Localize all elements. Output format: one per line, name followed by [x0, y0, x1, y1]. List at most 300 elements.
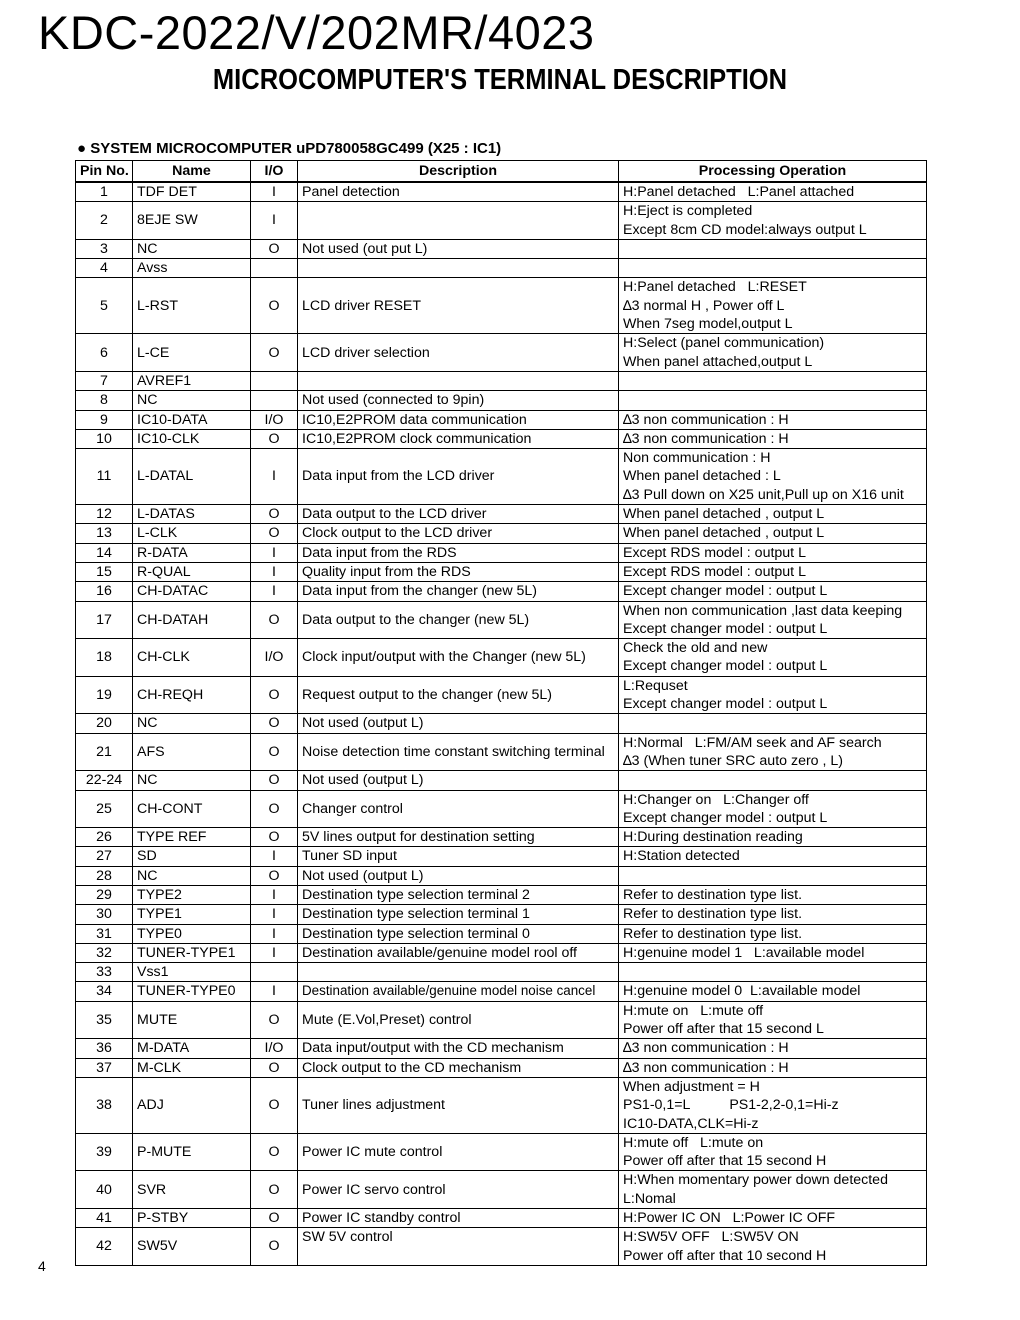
- processing-line: Refer to destination type list.: [623, 906, 803, 923]
- table-row: [76, 847, 927, 866]
- table-row: [76, 885, 927, 904]
- model-title: KDC-2022/V/202MR/4023: [38, 6, 595, 59]
- table-row: [76, 202, 927, 240]
- pin-no-cell: 8: [76, 391, 133, 410]
- table-body: [76, 182, 927, 1265]
- description-cell: Not used (output L): [298, 866, 619, 885]
- pin-no-cell: 32: [76, 943, 133, 962]
- processing-line: L:Requset: [623, 677, 688, 694]
- io-cell: I: [251, 924, 298, 943]
- processing-line: Refer to destination type list.: [623, 925, 803, 942]
- pin-no-cell: 21: [76, 733, 133, 771]
- description-cell: LCD driver selection: [298, 334, 619, 372]
- pin-no-cell: 20: [76, 714, 133, 733]
- pin-no-cell: 3: [76, 239, 133, 258]
- bullet-icon: ●: [77, 140, 87, 157]
- description-cell: Data input from the RDS: [298, 543, 619, 562]
- section-title: SYSTEM MICROCOMPUTER uPD780058GC499 (X25 : IC1): [90, 140, 502, 157]
- table-row: [76, 1058, 927, 1077]
- processing-cell: [619, 982, 927, 1001]
- terminal-table: [75, 160, 927, 1266]
- table-row: [76, 1039, 927, 1058]
- table-row: [76, 714, 927, 733]
- processing-cell: [619, 601, 927, 639]
- description-cell: Not used (output L): [298, 714, 619, 733]
- table-row: [76, 505, 927, 524]
- processing-cell: [619, 885, 927, 904]
- processing-line: Power off after that 15 second H: [623, 1153, 827, 1170]
- description-cell: Not used (connected to 9pin): [298, 391, 619, 410]
- processing-cell: [619, 1209, 927, 1228]
- name-cell: SW5V: [133, 1228, 251, 1266]
- pin-no-cell: 41: [76, 1209, 133, 1228]
- io-cell: O: [251, 601, 298, 639]
- processing-line: H:Eject is completed: [623, 203, 753, 220]
- processing-cell: [619, 905, 927, 924]
- pin-no-cell: 28: [76, 866, 133, 885]
- name-cell: NC: [133, 391, 251, 410]
- table-row: [76, 905, 927, 924]
- io-cell: O: [251, 828, 298, 847]
- processing-line: [623, 372, 922, 390]
- processing-cell: [619, 449, 927, 505]
- processing-line: ∆3 (When tuner SRC auto zero , L): [623, 752, 844, 769]
- pin-no-cell: 42: [76, 1228, 133, 1266]
- processing-line: H:genuine model 1 L:available model: [623, 944, 865, 961]
- processing-line: Except changer model : output L: [623, 696, 828, 713]
- pin-no-cell: 27: [76, 847, 133, 866]
- processing-line: [623, 963, 922, 981]
- processing-line: H:During destination reading: [623, 829, 803, 846]
- name-cell: 8EJE SW: [133, 202, 251, 240]
- description-cell: Clock output to the LCD driver: [298, 524, 619, 543]
- processing-line: H:Select (panel communication): [623, 335, 825, 352]
- processing-line: Except RDS model : output L: [623, 544, 806, 561]
- pin-no-cell: 11: [76, 449, 133, 505]
- name-cell: TYPE1: [133, 905, 251, 924]
- processing-cell: [619, 1001, 927, 1039]
- pin-no-cell: 33: [76, 963, 133, 982]
- processing-cell: [619, 714, 927, 733]
- processing-line: Except changer model : output L: [623, 620, 828, 637]
- processing-cell: [619, 524, 927, 543]
- processing-cell: [619, 429, 927, 448]
- processing-cell: [619, 828, 927, 847]
- header-description: Description: [298, 161, 619, 183]
- processing-line: When non communication ,last data keeping: [623, 602, 903, 619]
- table-row: [76, 334, 927, 372]
- io-cell: [251, 371, 298, 390]
- description-cell: Destination available/genuine model noise cancel: [298, 982, 619, 1001]
- io-cell: I: [251, 543, 298, 562]
- io-cell: O: [251, 676, 298, 714]
- table-row: [76, 1209, 927, 1228]
- io-cell: I: [251, 982, 298, 1001]
- name-cell: L-CE: [133, 334, 251, 372]
- processing-cell: [619, 639, 927, 677]
- pin-no-cell: 38: [76, 1077, 133, 1133]
- processing-line: L:Nomal: [623, 1190, 676, 1207]
- processing-cell: [619, 963, 927, 982]
- processing-line: Check the old and new: [623, 640, 768, 657]
- name-cell: ADJ: [133, 1077, 251, 1133]
- pin-no-cell: 2: [76, 202, 133, 240]
- processing-cell: [619, 278, 927, 334]
- pin-no-cell: 15: [76, 562, 133, 581]
- processing-line: H:genuine model 0 L:available model: [623, 983, 861, 1000]
- io-cell: I: [251, 905, 298, 924]
- processing-line: H:When momentary power down detected: [623, 1172, 888, 1189]
- processing-cell: [619, 866, 927, 885]
- pin-no-cell: 36: [76, 1039, 133, 1058]
- page-subtitle: MICROCOMPUTER'S TERMINAL DESCRIPTION: [212, 64, 788, 96]
- table-row: [76, 924, 927, 943]
- processing-line: Power off after that 15 second L: [623, 1021, 824, 1038]
- table-row: [76, 278, 927, 334]
- io-cell: O: [251, 771, 298, 790]
- header-pin-no: Pin No.: [76, 161, 133, 183]
- processing-line: [623, 259, 922, 277]
- io-cell: O: [251, 429, 298, 448]
- name-cell: M-CLK: [133, 1058, 251, 1077]
- processing-cell: [619, 733, 927, 771]
- description-cell: Panel detection: [298, 182, 619, 202]
- name-cell: R-DATA: [133, 543, 251, 562]
- io-cell: O: [251, 1001, 298, 1039]
- pin-no-cell: 31: [76, 924, 133, 943]
- description-cell: Power IC standby control: [298, 1209, 619, 1228]
- table-row: [76, 449, 927, 505]
- description-cell: Data input from the LCD driver: [298, 449, 619, 505]
- processing-cell: [619, 1077, 927, 1133]
- table-row: [76, 1133, 927, 1171]
- description-cell: Tuner SD input: [298, 847, 619, 866]
- name-cell: P-MUTE: [133, 1133, 251, 1171]
- table-row: [76, 1171, 927, 1209]
- io-cell: O: [251, 866, 298, 885]
- io-cell: I/O: [251, 639, 298, 677]
- processing-line: ∆3 non communication : H: [623, 411, 789, 428]
- processing-cell: [619, 259, 927, 278]
- processing-line: [623, 867, 922, 885]
- io-cell: O: [251, 524, 298, 543]
- name-cell: SVR: [133, 1171, 251, 1209]
- processing-line: Refer to destination type list.: [623, 886, 803, 903]
- table-row: [76, 259, 927, 278]
- processing-cell: [619, 182, 927, 202]
- processing-cell: [619, 1133, 927, 1171]
- io-cell: [251, 391, 298, 410]
- processing-line: When panel attached,output L: [623, 353, 813, 370]
- name-cell: TUNER-TYPE1: [133, 943, 251, 962]
- processing-line: [623, 771, 922, 789]
- description-cell: Destination available/genuine model rool off: [298, 943, 619, 962]
- name-cell: NC: [133, 714, 251, 733]
- name-cell: NC: [133, 866, 251, 885]
- pin-no-cell: 37: [76, 1058, 133, 1077]
- name-cell: NC: [133, 239, 251, 258]
- table-row: [76, 771, 927, 790]
- table-row: [76, 182, 927, 202]
- name-cell: CH-CONT: [133, 790, 251, 828]
- table-row: [76, 524, 927, 543]
- io-cell: O: [251, 1209, 298, 1228]
- table-row: [76, 790, 927, 828]
- io-cell: I: [251, 943, 298, 962]
- processing-cell: [619, 505, 927, 524]
- pin-no-cell: 18: [76, 639, 133, 677]
- pin-no-cell: 9: [76, 410, 133, 429]
- table-header-row: [76, 161, 927, 183]
- table-row: [76, 982, 927, 1001]
- description-cell: Mute (E.Vol,Preset) control: [298, 1001, 619, 1039]
- description-cell: Data output to the LCD driver: [298, 505, 619, 524]
- processing-cell: [619, 1039, 927, 1058]
- processing-line: H:Power IC ON L:Power IC OFF: [623, 1210, 836, 1227]
- pin-no-cell: 29: [76, 885, 133, 904]
- processing-line: Except changer model : output L: [623, 583, 828, 600]
- io-cell: O: [251, 1228, 298, 1266]
- name-cell: L-CLK: [133, 524, 251, 543]
- processing-cell: [619, 582, 927, 601]
- processing-line: Except changer model : output L: [623, 658, 828, 675]
- table-row: [76, 943, 927, 962]
- processing-line: When panel detached : L: [623, 468, 781, 485]
- processing-cell: [619, 1171, 927, 1209]
- processing-line: When 7seg model,output L: [623, 316, 793, 333]
- name-cell: NC: [133, 771, 251, 790]
- name-cell: L-DATAS: [133, 505, 251, 524]
- description-cell: SW 5V control: [298, 1228, 619, 1266]
- processing-cell: [619, 391, 927, 410]
- table-row: [76, 543, 927, 562]
- pin-no-cell: 39: [76, 1133, 133, 1171]
- io-cell: O: [251, 239, 298, 258]
- name-cell: CH-DATAH: [133, 601, 251, 639]
- processing-cell: [619, 790, 927, 828]
- processing-line: Except RDS model : output L: [623, 563, 806, 580]
- pin-no-cell: 22-24: [76, 771, 133, 790]
- processing-line: H:mute off L:mute on: [623, 1134, 764, 1151]
- name-cell: TYPE0: [133, 924, 251, 943]
- name-cell: IC10-CLK: [133, 429, 251, 448]
- pin-no-cell: 4: [76, 259, 133, 278]
- description-cell: Clock input/output with the Changer (new 5L): [298, 639, 619, 677]
- io-cell: I: [251, 847, 298, 866]
- description-cell: 5V lines output for destination setting: [298, 828, 619, 847]
- io-cell: I: [251, 449, 298, 505]
- name-cell: R-QUAL: [133, 562, 251, 581]
- description-cell: [298, 371, 619, 390]
- name-cell: AFS: [133, 733, 251, 771]
- pin-no-cell: 13: [76, 524, 133, 543]
- io-cell: I/O: [251, 410, 298, 429]
- pin-no-cell: 5: [76, 278, 133, 334]
- processing-line: H:mute on L:mute off: [623, 1002, 764, 1019]
- processing-line: When panel detached , output L: [623, 506, 825, 523]
- table-row: [76, 391, 927, 410]
- pin-no-cell: 35: [76, 1001, 133, 1039]
- pin-no-cell: 40: [76, 1171, 133, 1209]
- table-row: [76, 733, 927, 771]
- io-cell: I: [251, 582, 298, 601]
- pin-no-cell: 10: [76, 429, 133, 448]
- processing-cell: [619, 1058, 927, 1077]
- processing-line: [623, 714, 922, 732]
- header-name: Name: [133, 161, 251, 183]
- table-row: [76, 1001, 927, 1039]
- processing-line: Power off after that 10 second H: [623, 1247, 827, 1264]
- processing-cell: [619, 771, 927, 790]
- pin-no-cell: 7: [76, 371, 133, 390]
- io-cell: O: [251, 278, 298, 334]
- processing-cell: [619, 1228, 927, 1266]
- description-cell: [298, 259, 619, 278]
- pin-no-cell: 19: [76, 676, 133, 714]
- io-cell: [251, 963, 298, 982]
- processing-cell: [619, 202, 927, 240]
- pin-no-cell: 34: [76, 982, 133, 1001]
- description-cell: Data input from the changer (new 5L): [298, 582, 619, 601]
- name-cell: CH-REQH: [133, 676, 251, 714]
- name-cell: TYPE2: [133, 885, 251, 904]
- table-row: [76, 410, 927, 429]
- pin-no-cell: 12: [76, 505, 133, 524]
- page-number: 4: [38, 1258, 46, 1274]
- processing-cell: [619, 543, 927, 562]
- processing-line: H:Station detected: [623, 848, 740, 865]
- processing-line: When panel detached , output L: [623, 525, 825, 542]
- name-cell: TUNER-TYPE0: [133, 982, 251, 1001]
- processing-cell: [619, 410, 927, 429]
- io-cell: O: [251, 334, 298, 372]
- io-cell: O: [251, 1133, 298, 1171]
- processing-line: ∆3 normal H , Power off L: [623, 297, 785, 314]
- description-cell: Quality input from the RDS: [298, 562, 619, 581]
- table-row: [76, 676, 927, 714]
- pin-no-cell: 26: [76, 828, 133, 847]
- section-heading: [77, 139, 501, 159]
- processing-line: H:Normal L:FM/AM seek and AF search: [623, 734, 882, 751]
- table-row: [76, 562, 927, 581]
- table-row: [76, 1228, 927, 1266]
- description-cell: Tuner lines adjustment: [298, 1077, 619, 1133]
- io-cell: O: [251, 1077, 298, 1133]
- name-cell: M-DATA: [133, 1039, 251, 1058]
- processing-cell: [619, 943, 927, 962]
- description-cell: Destination type selection terminal 2: [298, 885, 619, 904]
- pin-no-cell: 17: [76, 601, 133, 639]
- processing-cell: [619, 924, 927, 943]
- name-cell: SD: [133, 847, 251, 866]
- processing-line: ∆3 non communication : H: [623, 1059, 789, 1076]
- description-cell: Power IC servo control: [298, 1171, 619, 1209]
- io-cell: O: [251, 505, 298, 524]
- description-cell: Not used (out put L): [298, 239, 619, 258]
- processing-line: Except changer model : output L: [623, 809, 828, 826]
- io-cell: O: [251, 1171, 298, 1209]
- description-cell: IC10,E2PROM clock communication: [298, 429, 619, 448]
- pin-no-cell: 6: [76, 334, 133, 372]
- io-cell: I: [251, 182, 298, 202]
- processing-line: [623, 391, 922, 409]
- pin-no-cell: 25: [76, 790, 133, 828]
- pin-no-cell: 14: [76, 543, 133, 562]
- processing-cell: [619, 239, 927, 258]
- io-cell: [251, 259, 298, 278]
- name-cell: AVREF1: [133, 371, 251, 390]
- table-row: [76, 828, 927, 847]
- table-row: [76, 639, 927, 677]
- processing-line: Except 8cm CD model:always output L: [623, 221, 867, 238]
- description-cell: Destination type selection terminal 0: [298, 924, 619, 943]
- description-cell: LCD driver RESET: [298, 278, 619, 334]
- name-cell: P-STBY: [133, 1209, 251, 1228]
- name-cell: MUTE: [133, 1001, 251, 1039]
- io-cell: O: [251, 714, 298, 733]
- name-cell: Vss1: [133, 963, 251, 982]
- processing-cell: [619, 334, 927, 372]
- header-processing-operation: Processing Operation: [619, 161, 927, 183]
- processing-line: H:SW5V OFF L:SW5V ON: [623, 1229, 799, 1246]
- table-row: [76, 866, 927, 885]
- processing-line: IC10-DATA,CLK=Hi-z: [623, 1115, 759, 1132]
- io-cell: I: [251, 885, 298, 904]
- name-cell: Avss: [133, 259, 251, 278]
- description-cell: Noise detection time constant switching terminal: [298, 733, 619, 771]
- processing-line: PS1-0,1=L PS1-2,2-0,1=Hi-z: [623, 1097, 839, 1114]
- name-cell: CH-DATAC: [133, 582, 251, 601]
- table-row: [76, 1077, 927, 1133]
- processing-line: ∆3 Pull down on X25 unit,Pull up on X16 unit: [623, 486, 904, 503]
- description-cell: [298, 963, 619, 982]
- description-cell: Clock output to the CD mechanism: [298, 1058, 619, 1077]
- description-cell: Not used (output L): [298, 771, 619, 790]
- pin-no-cell: 30: [76, 905, 133, 924]
- table-row: [76, 963, 927, 982]
- name-cell: IC10-DATA: [133, 410, 251, 429]
- description-cell: Data output to the changer (new 5L): [298, 601, 619, 639]
- processing-cell: [619, 562, 927, 581]
- processing-line: When adjustment = H: [623, 1078, 760, 1095]
- description-cell: Changer control: [298, 790, 619, 828]
- processing-line: Non communication : H: [623, 450, 771, 467]
- io-cell: I: [251, 202, 298, 240]
- io-cell: I/O: [251, 1039, 298, 1058]
- name-cell: L-RST: [133, 278, 251, 334]
- table-row: [76, 582, 927, 601]
- table-row: [76, 371, 927, 390]
- io-cell: I: [251, 562, 298, 581]
- name-cell: TDF DET: [133, 182, 251, 202]
- name-cell: L-DATAL: [133, 449, 251, 505]
- processing-line: H:Panel detached L:Panel attached: [623, 184, 855, 200]
- name-cell: TYPE REF: [133, 828, 251, 847]
- io-cell: O: [251, 733, 298, 771]
- processing-line: H:Changer on L:Changer off: [623, 791, 809, 808]
- description-cell: Power IC mute control: [298, 1133, 619, 1171]
- header-io: I/O: [251, 161, 298, 183]
- processing-cell: [619, 847, 927, 866]
- pin-no-cell: 16: [76, 582, 133, 601]
- processing-cell: [619, 371, 927, 390]
- table-row: [76, 601, 927, 639]
- processing-line: H:Panel detached L:RESET: [623, 279, 807, 296]
- processing-line: ∆3 non communication : H: [623, 1040, 789, 1057]
- processing-line: ∆3 non communication : H: [623, 430, 789, 447]
- description-cell: [298, 202, 619, 240]
- description-cell: Destination type selection terminal 1: [298, 905, 619, 924]
